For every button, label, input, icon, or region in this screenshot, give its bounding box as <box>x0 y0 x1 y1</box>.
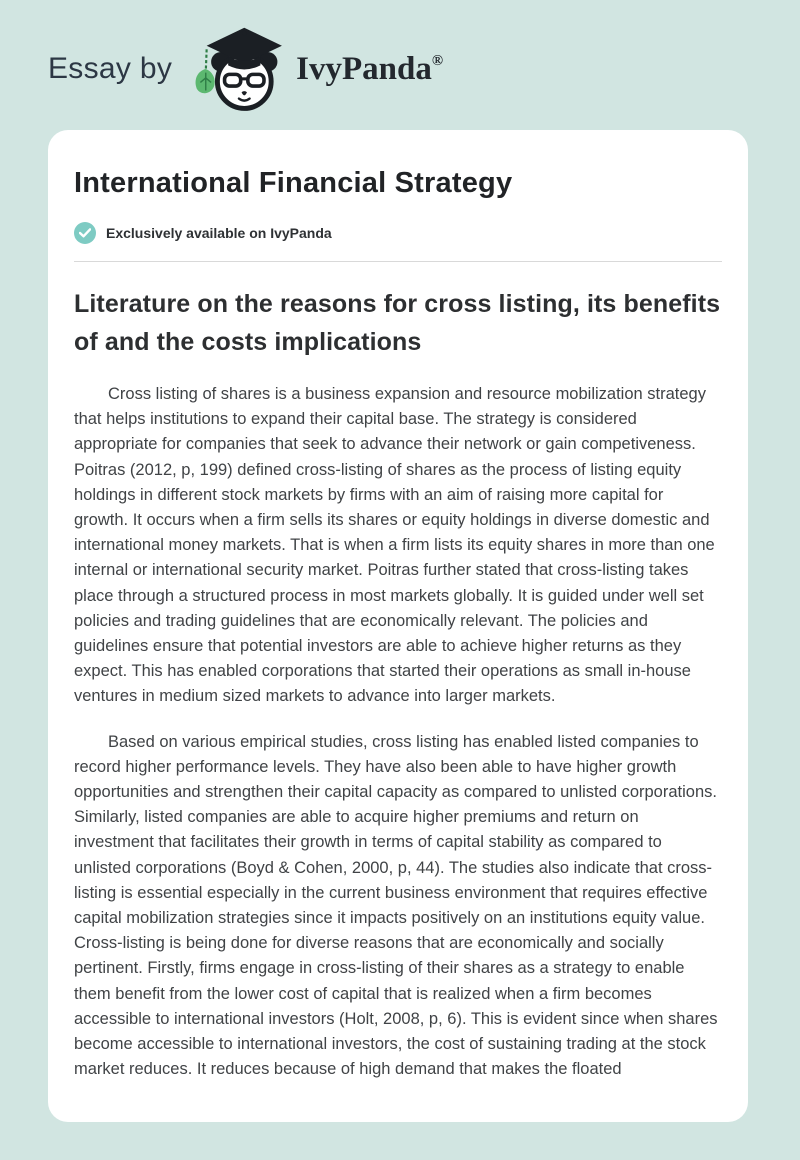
badge-label: Exclusively available on IvyPanda <box>106 225 332 241</box>
brand-text: IvyPanda <box>296 50 432 87</box>
brand-name <box>296 50 444 87</box>
content-card <box>48 130 748 1122</box>
registered-mark: ® <box>431 52 444 69</box>
essay-by-label: Essay by <box>48 52 173 85</box>
exclusive-badge <box>74 222 722 244</box>
page-header <box>0 0 800 112</box>
panda-graduate-logo-icon <box>188 26 288 112</box>
page-title: International Financial Strategy <box>74 167 513 199</box>
essay-paragraph-2: Based on various empirical studies, cross listing has enabled listed companies to record higher performance levels. They have also been able to have higher growth opportunities and strengthen their capital capacity as compared to unlisted corporations. Similarly, listed companies are able to acquire higher premiums and return on investment that facilitates their growth in terms of capital stability as compared to unlisted corporations (Boyd & Cohen, 2000, p, 44). The studies also indicate that cross-listing is essential especially in the current business environment that requires effective capital mobilization strategies since it impacts positively on an institutions equity value. Cross-listing is being done for diverse reasons that are economically and socially pertinent. Firstly, firms engage in cross-listing of their shares as a strategy to enable them benefit from the lower cost of capital that is realized when a firm becomes accessible to international investors (Holt, 2008, p, 6). This is evident since when shares become accessible to international investors, the cost of sustaining trading at the stock market reduces. It reduces because of high demand that makes the floated <box>74 732 718 1079</box>
section-heading: Literature on the reasons for cross listing, its benefits of and the costs implications <box>74 290 721 356</box>
essay-paragraph-1: Cross listing of shares is a business expansion and resource mobilization strategy that helps institutions to expand their capital base. The strategy is considered appropriate for companies that seek to advance their network or gain competiveness. Poitras (2012, p, 199) defined cross-listing of shares as the process of listing equity holdings in different stock markets by firms with an aim of raising more capital for growth. It occurs when a firm sells its shares or equity holdings in diverse domestic and international money markets. That is when a firm lists its equity shares in more than one internal or international security market. Poitras further stated that cross-listing takes place through a structured process in most markets globally. It is guided under well set policies and trading guidelines that are economically relevant. The policies and guidelines ensure that potential investors are able to achieve higher returns as they expect. This has enabled corporations that started their operations as small in-house ventures in medium sized markets to advance into larger markets. <box>74 385 715 706</box>
check-icon <box>74 222 96 244</box>
divider <box>74 261 722 262</box>
